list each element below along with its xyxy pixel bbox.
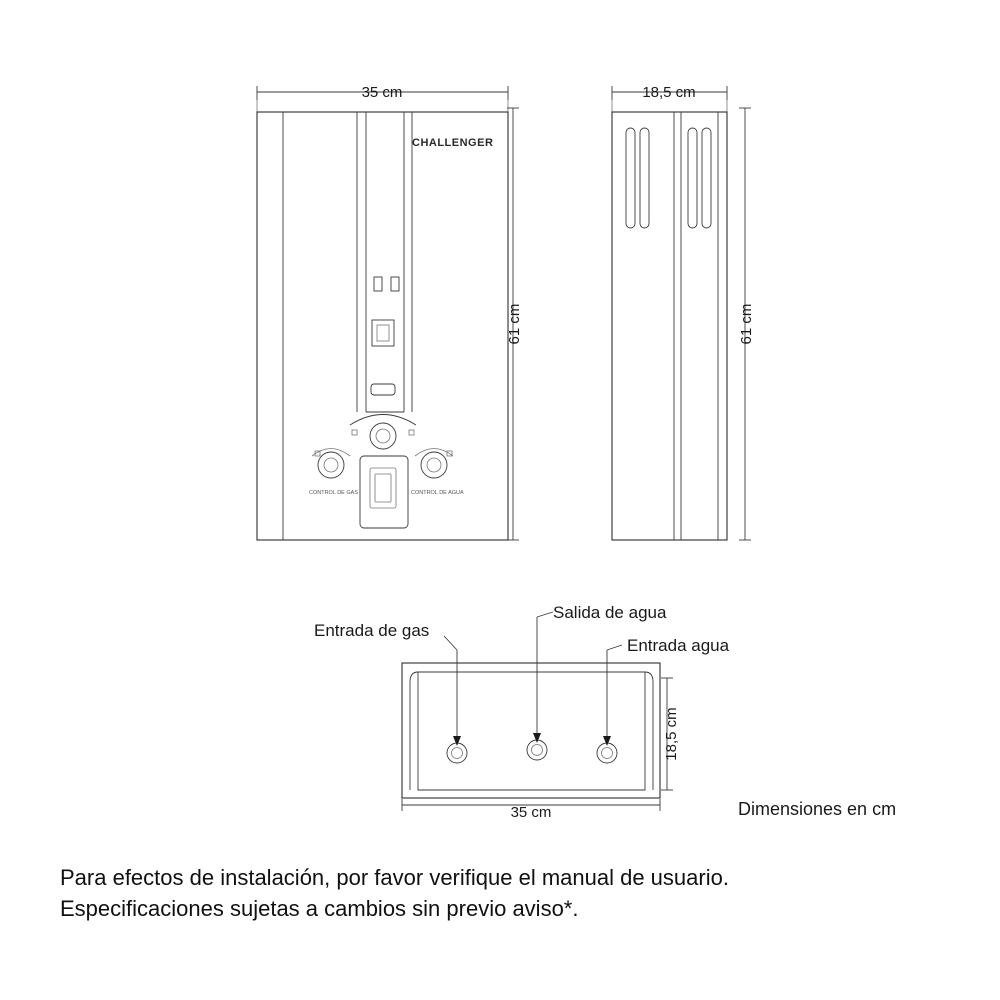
vent-slot-1	[626, 128, 635, 228]
side-height-label: 61 cm	[738, 303, 755, 345]
installation-note	[60, 862, 960, 924]
side-width-label: 18,5 cm	[642, 84, 696, 101]
units-note: Dimensiones en cm	[738, 799, 897, 819]
side-view-group	[612, 86, 751, 540]
vent-slot-4	[702, 128, 711, 228]
vent-slot-3	[688, 128, 697, 228]
bottom-width-label: 35 cm	[510, 804, 552, 821]
front-height-label: 61 cm	[506, 303, 523, 345]
front-width-label: 35 cm	[361, 84, 403, 101]
brand-label: CHALLENGER	[412, 137, 494, 149]
callout-water-outlet: Salida de agua	[553, 603, 667, 622]
indicator-left	[374, 277, 382, 291]
bottom-depth-label: 18,5 cm	[663, 707, 680, 761]
gas-control-label: CONTROL DE GAS	[309, 490, 358, 496]
vent-slot-2	[640, 128, 649, 228]
installation-note-line-2: Especificaciones sujetas a cambios sin previo aviso*.	[60, 896, 579, 921]
callout-gas-inlet: Entrada de gas	[314, 621, 430, 640]
callout-water-inlet: Entrada agua	[627, 636, 730, 655]
water-control-label: CONTROL DE AGUA	[411, 490, 464, 496]
front-view-group	[257, 86, 519, 540]
vent-slot	[371, 384, 395, 395]
installation-note-line-1: Para efectos de instalación, por favor verifique el manual de usuario.	[60, 865, 729, 890]
indicator-right	[391, 277, 399, 291]
